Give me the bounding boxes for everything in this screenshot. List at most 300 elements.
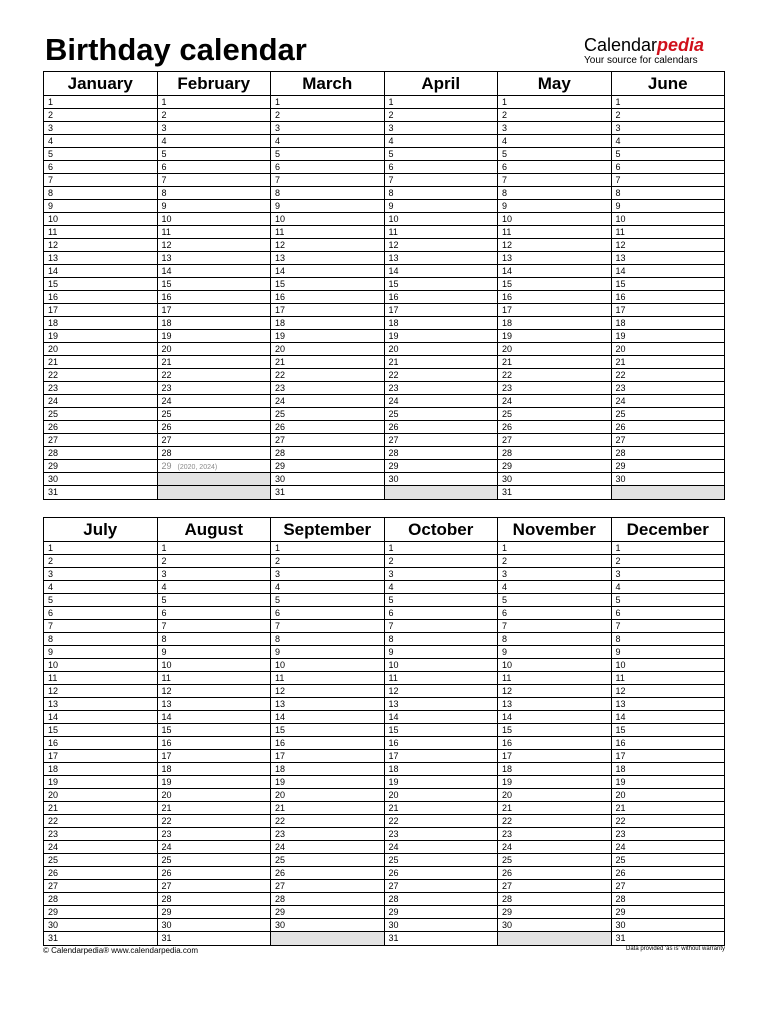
footer-disclaimer: Data provided 'as is' without warranty — [625, 946, 725, 952]
day-row: 27 — [612, 434, 725, 447]
day-row: 19 — [612, 776, 725, 789]
day-row: 9 — [498, 200, 611, 213]
day-row: 3 — [158, 122, 271, 135]
day-row: 8 — [271, 187, 384, 200]
day-row: 25 — [271, 854, 384, 867]
day-row: 13 — [385, 698, 498, 711]
day-row: 21 — [385, 802, 498, 815]
day-row: 8 — [612, 633, 725, 646]
day-row: 28 — [498, 893, 611, 906]
day-row: 29 — [158, 906, 271, 919]
day-row: 31 — [615, 933, 626, 943]
day-row: 21 — [271, 802, 384, 815]
month-column-may — [497, 72, 611, 499]
day-row: 12 — [498, 685, 611, 698]
day-row: 24 — [498, 841, 611, 854]
day-row: 29 — [271, 906, 384, 919]
day-row: 17 — [612, 304, 725, 317]
day-row: 27 — [271, 880, 384, 893]
month-header: May — [498, 72, 611, 96]
day-row: 6 — [44, 161, 157, 174]
day-row: 23 — [158, 382, 271, 395]
day-row: 22 — [612, 369, 725, 382]
day-row: 8 — [498, 187, 611, 200]
day-row: 23 — [271, 382, 384, 395]
day-row: 7 — [158, 620, 271, 633]
blank-day-cell — [612, 486, 725, 499]
day-row: 27 — [158, 434, 271, 447]
day-row: 25 — [498, 408, 611, 421]
day-row: 21 — [271, 356, 384, 369]
day-row: 19 — [271, 776, 384, 789]
day-row: 31 — [275, 487, 286, 497]
day-row: 25 — [498, 854, 611, 867]
brand-logo — [584, 35, 724, 66]
day-row: 5 — [271, 594, 384, 607]
day-row: 5 — [271, 148, 384, 161]
day-row: 16 — [158, 291, 271, 304]
day-row: 29 — [44, 906, 157, 919]
day-row: 20 — [498, 789, 611, 802]
day-row: 27 — [385, 434, 498, 447]
day-row: 19 — [385, 776, 498, 789]
day-row: 12 — [612, 685, 725, 698]
leap-year-note: (2020, 2024) — [177, 464, 218, 471]
day-row: 21 — [158, 356, 271, 369]
day-row: 24 — [158, 395, 271, 408]
day-row: 7 — [612, 620, 725, 633]
day-row: 21 — [612, 802, 725, 815]
day-row: 5 — [44, 594, 157, 607]
day-row: 20 — [44, 789, 157, 802]
day-row: 25 — [271, 408, 384, 421]
day-row: 21 — [612, 356, 725, 369]
leap-day-number: 29 — [161, 461, 172, 471]
day-row: 22 — [158, 815, 271, 828]
day-row: 6 — [612, 607, 725, 620]
blank-day-cell — [271, 932, 384, 945]
day-row: 10 — [612, 659, 725, 672]
day-row: 13 — [498, 698, 611, 711]
day-row: 10 — [385, 213, 498, 226]
month-header: August — [158, 518, 271, 542]
month-header: April — [385, 72, 498, 96]
day-row: 6 — [44, 607, 157, 620]
day-row: 18 — [271, 763, 384, 776]
month-grid — [44, 518, 724, 945]
day-row: 15 — [612, 724, 725, 737]
day-row: 14 — [158, 711, 271, 724]
day-row: 12 — [158, 685, 271, 698]
day-row: 30 — [612, 473, 725, 486]
day-row: 26 — [158, 421, 271, 434]
day-row: 13 — [271, 698, 384, 711]
day-row: 17 — [44, 750, 157, 763]
day-row: 17 — [158, 304, 271, 317]
day-row: 13 — [158, 698, 271, 711]
day-row: 2 — [498, 109, 611, 122]
day-row: 1 — [44, 542, 157, 555]
day-row: 26 — [612, 867, 725, 880]
day-row: 22 — [271, 369, 384, 382]
day-row: 16 — [498, 291, 611, 304]
day-row: 13 — [612, 252, 725, 265]
day-row: 30 — [44, 919, 157, 932]
day-row: 5 — [385, 594, 498, 607]
brand-tagline: Your source for calendars — [584, 55, 698, 66]
day-row: 18 — [385, 317, 498, 330]
day-row: 18 — [498, 317, 611, 330]
day-row: 11 — [158, 226, 271, 239]
day-row: 28 — [498, 447, 611, 460]
day-row: 10 — [271, 659, 384, 672]
day-row: 10 — [385, 659, 498, 672]
day-row: 20 — [44, 343, 157, 356]
day-row: 5 — [612, 594, 725, 607]
day-row: 11 — [612, 672, 725, 685]
day-row: 14 — [385, 265, 498, 278]
day-row: 7 — [44, 620, 157, 633]
day-row: 3 — [385, 568, 498, 581]
day-row: 11 — [385, 226, 498, 239]
day-row: 28 — [158, 893, 271, 906]
day-row: 28 — [271, 893, 384, 906]
day-row: 25 — [385, 408, 498, 421]
day-row: 18 — [44, 317, 157, 330]
day-row: 9 — [158, 200, 271, 213]
day-row: 26 — [498, 867, 611, 880]
day-row: 17 — [271, 750, 384, 763]
day-row: 2 — [385, 109, 498, 122]
day-row: 23 — [385, 828, 498, 841]
day-row: 14 — [271, 265, 384, 278]
day-row: 10 — [158, 659, 271, 672]
day-row: 19 — [158, 776, 271, 789]
day-row: 8 — [385, 187, 498, 200]
day-row: 22 — [385, 369, 498, 382]
day-row: 1 — [498, 96, 611, 109]
day-row: 24 — [612, 395, 725, 408]
day-row: 6 — [385, 607, 498, 620]
day-row: 5 — [612, 148, 725, 161]
day-row: 19 — [44, 330, 157, 343]
day-row: 30 — [612, 919, 725, 932]
day-row: 28 — [612, 447, 725, 460]
day-row: 4 — [612, 135, 725, 148]
day-row: 11 — [498, 672, 611, 685]
day-row: 11 — [158, 672, 271, 685]
day-row: 11 — [44, 672, 157, 685]
day-row: 31 — [502, 487, 513, 497]
day-row: 13 — [498, 252, 611, 265]
day-row: 2 — [385, 555, 498, 568]
day-row: 20 — [385, 343, 498, 356]
day-row: 9 — [44, 200, 157, 213]
day-row: 14 — [158, 265, 271, 278]
day-row: 25 — [612, 408, 725, 421]
day-row: 21 — [158, 802, 271, 815]
day-row: 7 — [271, 620, 384, 633]
day-row: 27 — [385, 880, 498, 893]
day-row: 18 — [158, 763, 271, 776]
day-row: 3 — [158, 568, 271, 581]
blank-day-cell — [498, 932, 611, 945]
day-row: 25 — [44, 408, 157, 421]
day-row: 14 — [44, 265, 157, 278]
month-column-february — [157, 72, 271, 499]
day-row: 22 — [158, 369, 271, 382]
day-row: 6 — [271, 161, 384, 174]
day-row: 30 — [385, 919, 498, 932]
day-row: 12 — [271, 685, 384, 698]
day-row: 2 — [44, 555, 157, 568]
day-row: 5 — [44, 148, 157, 161]
day-row: 30 — [271, 473, 384, 486]
day-row: 6 — [158, 607, 271, 620]
day-row: 5 — [498, 148, 611, 161]
day-row: 8 — [271, 633, 384, 646]
day-row: 18 — [158, 317, 271, 330]
day-row: 16 — [385, 737, 498, 750]
day-row: 7 — [385, 620, 498, 633]
day-row: 22 — [271, 815, 384, 828]
day-row: 14 — [498, 265, 611, 278]
page-title: Birthday calendar — [45, 32, 307, 67]
day-row: 26 — [498, 421, 611, 434]
day-row: 4 — [271, 581, 384, 594]
day-row: 16 — [498, 737, 611, 750]
day-row: 30 — [498, 919, 611, 932]
day-row: 23 — [44, 382, 157, 395]
day-row: 15 — [158, 724, 271, 737]
day-row: 17 — [158, 750, 271, 763]
day-row: 19 — [158, 330, 271, 343]
day-row: 9 — [271, 200, 384, 213]
day-row: 9 — [44, 646, 157, 659]
month-column-september — [270, 518, 384, 945]
blank-day-cell — [158, 473, 271, 486]
day-row: 6 — [498, 607, 611, 620]
day-row: 11 — [271, 672, 384, 685]
day-row: 30 — [271, 919, 384, 932]
day-row: 23 — [44, 828, 157, 841]
day-row: 3 — [612, 122, 725, 135]
day-row: 11 — [498, 226, 611, 239]
day-row: 2 — [612, 555, 725, 568]
brand-name-part2: pedia — [657, 35, 705, 55]
month-header: December — [612, 518, 725, 542]
day-row: 28 — [158, 447, 271, 460]
day-row: 14 — [271, 711, 384, 724]
day-row: 8 — [158, 633, 271, 646]
day-row: 25 — [158, 854, 271, 867]
day-row: 26 — [612, 421, 725, 434]
day-row: 27 — [271, 434, 384, 447]
day-row: 21 — [498, 356, 611, 369]
day-row: 16 — [271, 291, 384, 304]
day-row: 11 — [612, 226, 725, 239]
day-row: 30 — [498, 473, 611, 486]
day-row: 3 — [271, 122, 384, 135]
day-row: 16 — [271, 737, 384, 750]
day-row: 5 — [158, 148, 271, 161]
day-row: 19 — [385, 330, 498, 343]
day-row: 12 — [612, 239, 725, 252]
day-row: 18 — [498, 763, 611, 776]
day-row: 15 — [385, 278, 498, 291]
day-row: 29 — [385, 906, 498, 919]
month-grid — [44, 72, 724, 499]
day-row: 23 — [612, 828, 725, 841]
day-row: 2 — [271, 555, 384, 568]
day-row: 24 — [612, 841, 725, 854]
day-row: 6 — [498, 161, 611, 174]
day-row: 12 — [271, 239, 384, 252]
day-row: 17 — [44, 304, 157, 317]
day-row: 9 — [158, 646, 271, 659]
day-row: 7 — [44, 174, 157, 187]
day-row: 28 — [44, 447, 157, 460]
day-row: 16 — [44, 737, 157, 750]
day-row: 4 — [612, 581, 725, 594]
month-column-april — [384, 72, 498, 499]
day-row: 10 — [498, 213, 611, 226]
day-row: 8 — [44, 633, 157, 646]
day-row: 3 — [498, 568, 611, 581]
day-row: 20 — [498, 343, 611, 356]
day-row: 24 — [44, 841, 157, 854]
day-row: 26 — [385, 421, 498, 434]
day-row: 1 — [385, 96, 498, 109]
day-row: 6 — [612, 161, 725, 174]
day-row: 9 — [271, 646, 384, 659]
day-row: 2 — [44, 109, 157, 122]
day-row: 3 — [44, 122, 157, 135]
day-row: 29 — [498, 460, 611, 473]
day-row: 18 — [612, 317, 725, 330]
day-row: 14 — [385, 711, 498, 724]
month-header: March — [271, 72, 384, 96]
day-row: 15 — [498, 278, 611, 291]
day-row: 19 — [612, 330, 725, 343]
day-row: 7 — [498, 174, 611, 187]
day-row: 20 — [612, 343, 725, 356]
day-row: 29 — [498, 906, 611, 919]
day-row: 19 — [44, 776, 157, 789]
day-row: 8 — [612, 187, 725, 200]
day-row: 29 — [44, 460, 157, 473]
day-row: 17 — [385, 750, 498, 763]
day-row: 10 — [498, 659, 611, 672]
day-row: 18 — [44, 763, 157, 776]
day-row: 17 — [612, 750, 725, 763]
day-row: 19 — [271, 330, 384, 343]
day-row: 2 — [498, 555, 611, 568]
day-row: 4 — [385, 135, 498, 148]
month-column-november — [497, 518, 611, 945]
day-row: 28 — [385, 893, 498, 906]
month-header: February — [158, 72, 271, 96]
day-row: 15 — [385, 724, 498, 737]
month-column-october — [384, 518, 498, 945]
day-row: 28 — [385, 447, 498, 460]
day-row: 24 — [385, 395, 498, 408]
day-row: 9 — [385, 200, 498, 213]
day-row: 14 — [612, 711, 725, 724]
day-row: 3 — [44, 568, 157, 581]
day-row: 27 — [498, 880, 611, 893]
day-row: 7 — [612, 174, 725, 187]
brand-name — [584, 35, 724, 55]
calendar-first-half — [43, 71, 725, 500]
month-header: July — [44, 518, 157, 542]
day-row: 27 — [612, 880, 725, 893]
day-row: 29 — [612, 460, 725, 473]
day-row: 24 — [498, 395, 611, 408]
day-row: 15 — [612, 278, 725, 291]
day-row: 3 — [271, 568, 384, 581]
day-row: 12 — [385, 239, 498, 252]
day-row: 2 — [612, 109, 725, 122]
day-row: 23 — [158, 828, 271, 841]
day-row: 8 — [385, 633, 498, 646]
day-row: 19 — [498, 330, 611, 343]
day-row: 7 — [271, 174, 384, 187]
day-row: 23 — [271, 828, 384, 841]
day-row: 28 — [612, 893, 725, 906]
day-row: 3 — [612, 568, 725, 581]
day-row: 1 — [385, 542, 498, 555]
month-header: November — [498, 518, 611, 542]
day-row: 2 — [158, 109, 271, 122]
day-row: 22 — [385, 815, 498, 828]
day-row: 18 — [271, 317, 384, 330]
day-row: 20 — [385, 789, 498, 802]
day-row: 1 — [612, 542, 725, 555]
day-row: 31 — [48, 487, 59, 497]
day-row: 23 — [498, 828, 611, 841]
day-row: 20 — [271, 789, 384, 802]
day-row: 2 — [271, 109, 384, 122]
leap-day-row — [158, 460, 271, 473]
day-row: 9 — [612, 200, 725, 213]
month-header: January — [44, 72, 157, 96]
day-row: 31 — [388, 933, 399, 943]
month-column-march — [270, 72, 384, 499]
day-row: 23 — [498, 382, 611, 395]
day-row: 10 — [612, 213, 725, 226]
day-row: 24 — [385, 841, 498, 854]
day-row: 1 — [44, 96, 157, 109]
day-row: 13 — [612, 698, 725, 711]
day-row: 29 — [385, 460, 498, 473]
day-row: 1 — [271, 542, 384, 555]
day-row: 1 — [612, 96, 725, 109]
day-row: 1 — [498, 542, 611, 555]
day-row: 12 — [44, 685, 157, 698]
day-row: 12 — [385, 685, 498, 698]
day-row: 5 — [498, 594, 611, 607]
day-row: 24 — [158, 841, 271, 854]
day-row: 9 — [385, 646, 498, 659]
day-row: 6 — [158, 161, 271, 174]
blank-day-cell — [385, 486, 498, 499]
day-row: 23 — [612, 382, 725, 395]
day-row: 10 — [271, 213, 384, 226]
day-row: 21 — [44, 356, 157, 369]
day-row: 25 — [158, 408, 271, 421]
day-row: 4 — [44, 135, 157, 148]
